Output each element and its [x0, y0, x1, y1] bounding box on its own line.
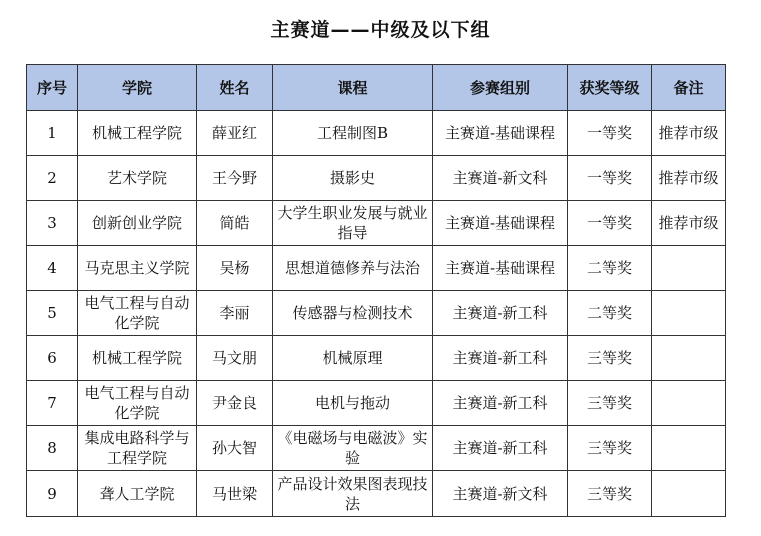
cell-college: 集成电路科学与工程学院	[78, 426, 197, 471]
cell-name: 马世梁	[197, 471, 273, 517]
cell-college: 创新创业学院	[78, 201, 197, 246]
cell-note	[652, 471, 726, 517]
table-row	[27, 201, 726, 246]
table-body	[27, 111, 726, 517]
cell-name: 薛亚红	[197, 111, 273, 156]
table-row	[27, 336, 726, 381]
cell-group: 主赛道-新文科	[433, 156, 568, 201]
cell-course: 产品设计效果图表现技法	[273, 471, 433, 517]
cell-no: 8	[27, 426, 78, 471]
cell-course: 思想道德修养与法治	[273, 246, 433, 291]
cell-name: 尹金良	[197, 381, 273, 426]
table-row	[27, 246, 726, 291]
cell-group: 主赛道-基础课程	[433, 111, 568, 156]
cell-name: 马文朋	[197, 336, 273, 381]
header-award: 获奖等级	[568, 65, 652, 111]
cell-award: 一等奖	[568, 111, 652, 156]
header-college: 学院	[78, 65, 197, 111]
cell-course: 工程制图B	[273, 111, 433, 156]
cell-course: 大学生职业发展与就业指导	[273, 201, 433, 246]
cell-college: 电气工程与自动化学院	[78, 381, 197, 426]
header-group: 参赛组别	[433, 65, 568, 111]
cell-course: 机械原理	[273, 336, 433, 381]
cell-name: 王今野	[197, 156, 273, 201]
cell-group: 主赛道-基础课程	[433, 246, 568, 291]
cell-award: 二等奖	[568, 291, 652, 336]
cell-no: 9	[27, 471, 78, 517]
cell-group: 主赛道-新工科	[433, 336, 568, 381]
cell-note	[652, 426, 726, 471]
cell-college: 电气工程与自动化学院	[78, 291, 197, 336]
table-row	[27, 291, 726, 336]
cell-course: 传感器与检测技术	[273, 291, 433, 336]
cell-note	[652, 246, 726, 291]
cell-note	[652, 336, 726, 381]
header-note: 备注	[652, 65, 726, 111]
cell-no: 7	[27, 381, 78, 426]
cell-note	[652, 291, 726, 336]
cell-award: 三等奖	[568, 471, 652, 517]
cell-note	[652, 381, 726, 426]
cell-group: 主赛道-新工科	[433, 426, 568, 471]
cell-group: 主赛道-基础课程	[433, 201, 568, 246]
table-row	[27, 471, 726, 517]
cell-no: 3	[27, 201, 78, 246]
cell-course: 《电磁场与电磁波》实验	[273, 426, 433, 471]
cell-no: 2	[27, 156, 78, 201]
cell-college: 马克思主义学院	[78, 246, 197, 291]
cell-note: 推荐市级	[652, 201, 726, 246]
cell-college: 聋人工学院	[78, 471, 197, 517]
cell-note: 推荐市级	[652, 111, 726, 156]
cell-award: 三等奖	[568, 426, 652, 471]
cell-college: 艺术学院	[78, 156, 197, 201]
table-row	[27, 111, 726, 156]
awards-table	[26, 64, 726, 517]
cell-award: 一等奖	[568, 201, 652, 246]
table-row	[27, 156, 726, 201]
cell-college: 机械工程学院	[78, 111, 197, 156]
cell-college: 机械工程学院	[78, 336, 197, 381]
cell-no: 5	[27, 291, 78, 336]
cell-name: 孙大智	[197, 426, 273, 471]
cell-group: 主赛道-新工科	[433, 291, 568, 336]
cell-award: 三等奖	[568, 381, 652, 426]
cell-course: 电机与拖动	[273, 381, 433, 426]
table-row	[27, 426, 726, 471]
cell-no: 1	[27, 111, 78, 156]
cell-group: 主赛道-新文科	[433, 471, 568, 517]
cell-award: 一等奖	[568, 156, 652, 201]
header-name: 姓名	[197, 65, 273, 111]
cell-note: 推荐市级	[652, 156, 726, 201]
cell-award: 三等奖	[568, 336, 652, 381]
header-course: 课程	[273, 65, 433, 111]
cell-group: 主赛道-新工科	[433, 381, 568, 426]
table-row	[27, 381, 726, 426]
cell-name: 李丽	[197, 291, 273, 336]
cell-name: 简皓	[197, 201, 273, 246]
cell-no: 4	[27, 246, 78, 291]
cell-no: 6	[27, 336, 78, 381]
page-title: 主赛道——中级及以下组	[270, 19, 491, 41]
cell-course: 摄影史	[273, 156, 433, 201]
header-row	[27, 65, 726, 111]
cell-name: 吴杨	[197, 246, 273, 291]
cell-award: 二等奖	[568, 246, 652, 291]
header-no: 序号	[27, 65, 78, 111]
